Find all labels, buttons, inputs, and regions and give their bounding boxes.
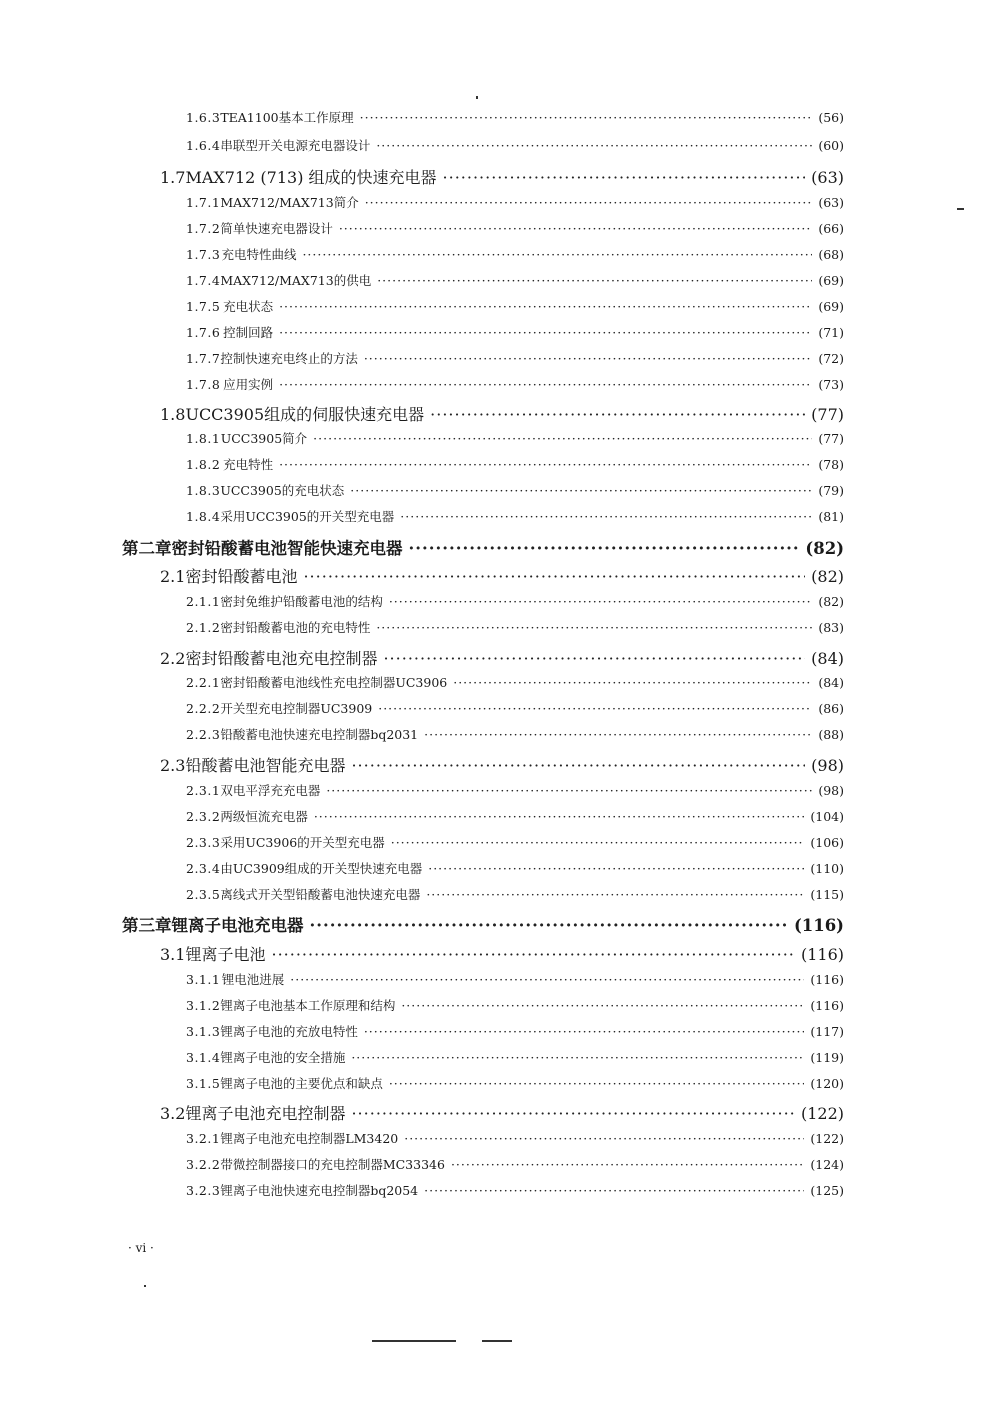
toc-subsection[interactable] (186, 193, 844, 211)
scan-speck (372, 1340, 456, 1342)
toc-page-number: (69) (818, 299, 844, 314)
dot-leader (351, 1104, 795, 1123)
toc-title: 锂离子电池的主要优点和缺点 (220, 1076, 383, 1091)
toc-subsection[interactable] (186, 219, 844, 237)
toc-title: 应用实例 (223, 377, 274, 392)
toc-title: 锂电池进展 (221, 972, 285, 987)
toc-number: 1.8.3 (186, 483, 221, 498)
dot-leader (313, 431, 812, 446)
toc-page-number: (106) (810, 835, 844, 850)
toc-number: 1.8 (160, 405, 186, 424)
dot-leader (326, 783, 812, 798)
toc-number: 1.6.4 (186, 138, 221, 153)
dot-leader (400, 509, 812, 524)
toc-subsection[interactable] (186, 1048, 844, 1066)
toc-number: 2.3.5 (186, 887, 221, 902)
scan-speck (482, 1340, 512, 1342)
toc-page-number: (86) (818, 701, 844, 716)
toc-page-number: (116) (810, 972, 844, 987)
toc-subsection[interactable] (186, 1155, 844, 1173)
toc-number: 1.7.4 (186, 273, 221, 288)
dot-leader (453, 675, 812, 690)
toc-title: 锂离子电池快速充电控制器bq2054 (220, 1183, 419, 1198)
toc-page-number: (56) (818, 110, 844, 125)
toc-page-number: (69) (818, 273, 844, 288)
toc-title: 双电平浮充充电器 (220, 783, 321, 798)
toc-page-number: (63) (811, 168, 844, 187)
toc-title: UCC3905组成的伺服快速充电器 (185, 405, 425, 424)
toc-page-number: (77) (811, 405, 844, 424)
toc-page-number: (88) (818, 727, 844, 742)
toc-subsection[interactable] (186, 507, 844, 525)
toc-subsection[interactable] (186, 455, 844, 473)
toc-title: 开关型充电控制器UC3909 (220, 701, 373, 716)
toc-subsection[interactable] (186, 833, 844, 851)
toc-page-number: (60) (818, 138, 844, 153)
toc-number: 1.6.3 (186, 110, 221, 125)
toc-number: 1.8.2 (186, 457, 221, 472)
toc-number: 1.7.7 (186, 351, 221, 366)
toc-chapter[interactable] (122, 535, 844, 559)
toc-subsection[interactable] (186, 481, 844, 499)
toc-page-number: (77) (818, 431, 844, 446)
dot-leader (383, 649, 805, 668)
toc-title: 锂离子电池基本工作原理和结构 (220, 998, 396, 1013)
toc-subsection[interactable] (186, 673, 844, 691)
toc-title: 充电特性 (223, 457, 274, 472)
toc-page-number: (84) (818, 675, 844, 690)
dot-leader (279, 325, 812, 340)
toc-subsection[interactable] (186, 375, 844, 393)
dot-leader (364, 351, 813, 366)
toc-page-number: (116) (793, 916, 844, 935)
toc-section[interactable] (160, 165, 844, 188)
toc-title: UCC3905的充电状态 (220, 483, 345, 498)
toc-page-number: (115) (810, 887, 844, 902)
toc-number: 1.7.5 (186, 299, 221, 314)
toc-number: 3.1.1 (186, 972, 221, 987)
toc-section[interactable] (160, 1101, 844, 1124)
toc-number: 第三章 (122, 916, 172, 935)
toc-page-number: (120) (810, 1076, 844, 1091)
toc-section[interactable] (160, 753, 844, 776)
toc-page-number: (104) (810, 809, 844, 824)
toc-subsection[interactable] (186, 1074, 844, 1092)
dot-leader (378, 701, 812, 716)
toc-number: 2.3.4 (186, 861, 221, 876)
toc-number: 2.3 (160, 756, 186, 775)
dot-leader (376, 620, 812, 635)
dot-leader (424, 1183, 804, 1198)
scan-speck (957, 208, 964, 210)
toc-subsection[interactable] (186, 108, 844, 126)
toc-page-number: (125) (810, 1183, 844, 1198)
toc-number: 2.1.2 (186, 620, 221, 635)
toc-number: 2.3.2 (186, 809, 221, 824)
toc-page-number: (122) (800, 1104, 844, 1123)
toc-number: 1.8.1 (186, 431, 221, 446)
toc-subsection[interactable] (186, 592, 844, 610)
toc-subsection[interactable] (186, 859, 844, 877)
toc-number: 3.1.4 (186, 1050, 221, 1065)
toc-page-number: (72) (818, 351, 844, 366)
toc-title: 铅酸蓄电池快速充电控制器bq2031 (220, 727, 419, 742)
toc-page-number: (68) (818, 247, 844, 262)
toc-number: 2.2.2 (186, 701, 221, 716)
dot-leader (424, 727, 812, 742)
dot-leader (364, 1024, 805, 1039)
dot-leader (451, 1157, 804, 1172)
toc-subsection[interactable] (186, 807, 844, 825)
scan-speck (476, 96, 478, 99)
toc-subsection[interactable] (186, 245, 844, 263)
page-number: · vi · (128, 1241, 154, 1255)
toc-number: 3.1 (160, 945, 186, 964)
toc-title: 密封铅酸蓄电池的充电特性 (220, 620, 371, 635)
toc-page-number: (110) (810, 861, 844, 876)
dot-leader (303, 567, 805, 586)
dot-leader (404, 1131, 804, 1146)
toc-title: 离线式开关型铅酸蓄电池快速充电器 (220, 887, 421, 902)
toc-title: 密封铅酸蓄电池 (185, 567, 298, 586)
toc-title: 控制快速充电终止的方法 (220, 351, 358, 366)
toc-title: 锂离子电池充电器 (171, 916, 304, 935)
toc-page-number: (84) (811, 649, 844, 668)
dot-leader (360, 110, 813, 125)
dot-leader (272, 945, 795, 964)
toc-page-number: (82) (818, 594, 844, 609)
toc-subsection[interactable] (186, 349, 844, 367)
dot-leader (310, 916, 788, 935)
toc-section[interactable] (160, 564, 844, 587)
toc-page-number: (78) (818, 457, 844, 472)
toc-page-number: (122) (810, 1131, 844, 1146)
toc-number: 2.3.3 (186, 835, 221, 850)
dot-leader (351, 756, 805, 775)
toc-subsection[interactable] (186, 271, 844, 289)
toc-page-number: (73) (818, 377, 844, 392)
toc-title: 采用UC3906的开关型充电器 (220, 835, 385, 850)
toc-page-number: (71) (818, 325, 844, 340)
toc-page-number: (83) (818, 620, 844, 635)
toc-number: 3.1.2 (186, 998, 221, 1013)
toc-page-number: (119) (810, 1050, 844, 1065)
dot-leader (350, 483, 812, 498)
toc-subsection[interactable] (186, 1022, 844, 1040)
toc-number: 1.8.4 (186, 509, 221, 524)
scan-speck (144, 1285, 146, 1287)
dot-leader (426, 887, 804, 902)
toc-subsection[interactable] (186, 885, 844, 903)
toc-number: 1.7.1 (186, 195, 221, 210)
toc-title: 锂离子电池充电控制器LM3420 (220, 1131, 399, 1146)
toc-number: 3.1.5 (186, 1076, 221, 1091)
toc-page-number: (81) (818, 509, 844, 524)
toc-number: 2.3.1 (186, 783, 221, 798)
dot-leader (389, 1076, 805, 1091)
toc-title: 带微控制器接口的充电控制器MC33346 (220, 1157, 445, 1172)
toc-title: 锂离子电池的安全措施 (220, 1050, 346, 1065)
toc-page-number: (66) (818, 221, 844, 236)
toc-title: 充电特性曲线 (221, 247, 297, 262)
toc-number: 3.1.3 (186, 1024, 221, 1039)
dot-leader (339, 221, 813, 236)
dot-leader (401, 998, 804, 1013)
toc-page-number: (124) (810, 1157, 844, 1172)
dot-leader (409, 539, 800, 558)
dot-leader (428, 861, 804, 876)
dot-leader (302, 247, 812, 262)
toc-title: 控制回路 (223, 325, 274, 340)
toc-title: 锂离子电池的充放电特性 (220, 1024, 358, 1039)
toc-title: 密封铅酸蓄电池智能快速充电器 (171, 539, 403, 558)
toc-title: 密封铅酸蓄电池充电控制器 (185, 649, 378, 668)
toc-title: 两级恒流充电器 (220, 809, 308, 824)
dot-leader (389, 594, 813, 609)
toc-title: 锂离子电池充电控制器 (185, 1104, 346, 1123)
toc-number: 第二章 (122, 539, 172, 558)
toc-number: 2.2.3 (186, 727, 221, 742)
toc-title: 采用UCC3905的开关型充电器 (220, 509, 395, 524)
dot-leader (290, 972, 804, 987)
toc-page-number: (116) (810, 998, 844, 1013)
toc-page-number: (82) (805, 539, 844, 558)
toc-subsection[interactable] (186, 429, 844, 447)
toc-number: 3.2.1 (186, 1131, 221, 1146)
toc-page-number: (117) (810, 1024, 844, 1039)
toc-title: 铅酸蓄电池智能充电器 (185, 756, 346, 775)
dot-leader (443, 168, 806, 187)
toc-number: 3.2.2 (186, 1157, 221, 1172)
toc-section[interactable] (160, 646, 844, 669)
toc-title: 密封免维护铅酸蓄电池的结构 (220, 594, 383, 609)
dot-leader (376, 138, 812, 153)
toc-subsection[interactable] (186, 618, 844, 636)
toc-subsection[interactable] (186, 136, 844, 154)
toc-subsection[interactable] (186, 725, 844, 743)
dot-leader (365, 195, 813, 210)
dot-leader (430, 405, 805, 424)
toc-number: 3.2.3 (186, 1183, 221, 1198)
toc-number: 1.7 (160, 168, 186, 187)
toc-subsection[interactable] (186, 996, 844, 1014)
toc-title: MAX712/MAX713简介 (220, 195, 359, 210)
toc-chapter[interactable] (122, 912, 844, 936)
toc-number: 1.7.8 (186, 377, 221, 392)
toc-subsection[interactable] (186, 323, 844, 341)
toc-page-number: (79) (818, 483, 844, 498)
toc-page-number: (98) (818, 783, 844, 798)
toc-number: 3.2 (160, 1104, 186, 1123)
dot-leader (391, 835, 805, 850)
toc-title: 锂离子电池 (185, 945, 266, 964)
toc-subsection[interactable] (186, 781, 844, 799)
toc-number: 1.7.2 (186, 221, 221, 236)
dot-leader (279, 377, 812, 392)
dot-leader (279, 299, 812, 314)
toc-number: 1.7.3 (186, 247, 221, 262)
toc-page-number: (63) (818, 195, 844, 210)
toc-number: 2.2.1 (186, 675, 221, 690)
dot-leader (314, 809, 805, 824)
toc-page-number: (116) (800, 945, 844, 964)
toc-section[interactable] (160, 942, 844, 965)
dot-leader (351, 1050, 804, 1065)
toc-title: MAX712 (713) 组成的快速充电器 (185, 168, 437, 187)
toc-page-number: (98) (811, 756, 844, 775)
toc-title: 密封铅酸蓄电池线性充电控制器UC3906 (220, 675, 448, 690)
toc-subsection[interactable] (186, 297, 844, 315)
toc-title: 串联型开关电源充电器设计 (220, 138, 371, 153)
toc-title: 简单快速充电器设计 (220, 221, 333, 236)
toc-subsection[interactable] (186, 1129, 844, 1147)
toc-title: 充电状态 (223, 299, 274, 314)
dot-leader (279, 457, 812, 472)
toc-number: 1.7.6 (186, 325, 221, 340)
toc-number: 2.1.1 (186, 594, 221, 609)
dot-leader (377, 273, 812, 288)
toc-title: UCC3905简介 (220, 431, 308, 446)
toc-subsection[interactable] (186, 699, 844, 717)
toc-title: TEA1100基本工作原理 (220, 110, 354, 125)
toc-subsection[interactable] (186, 970, 844, 988)
toc-subsection[interactable] (186, 1181, 844, 1199)
toc-title: 由UC3909组成的开关型快速充电器 (220, 861, 423, 876)
toc-number: 2.1 (160, 567, 186, 586)
toc-page-number: (82) (811, 567, 844, 586)
toc-number: 2.2 (160, 649, 186, 668)
toc-section[interactable] (160, 402, 844, 425)
toc-title: MAX712/MAX713的供电 (220, 273, 372, 288)
